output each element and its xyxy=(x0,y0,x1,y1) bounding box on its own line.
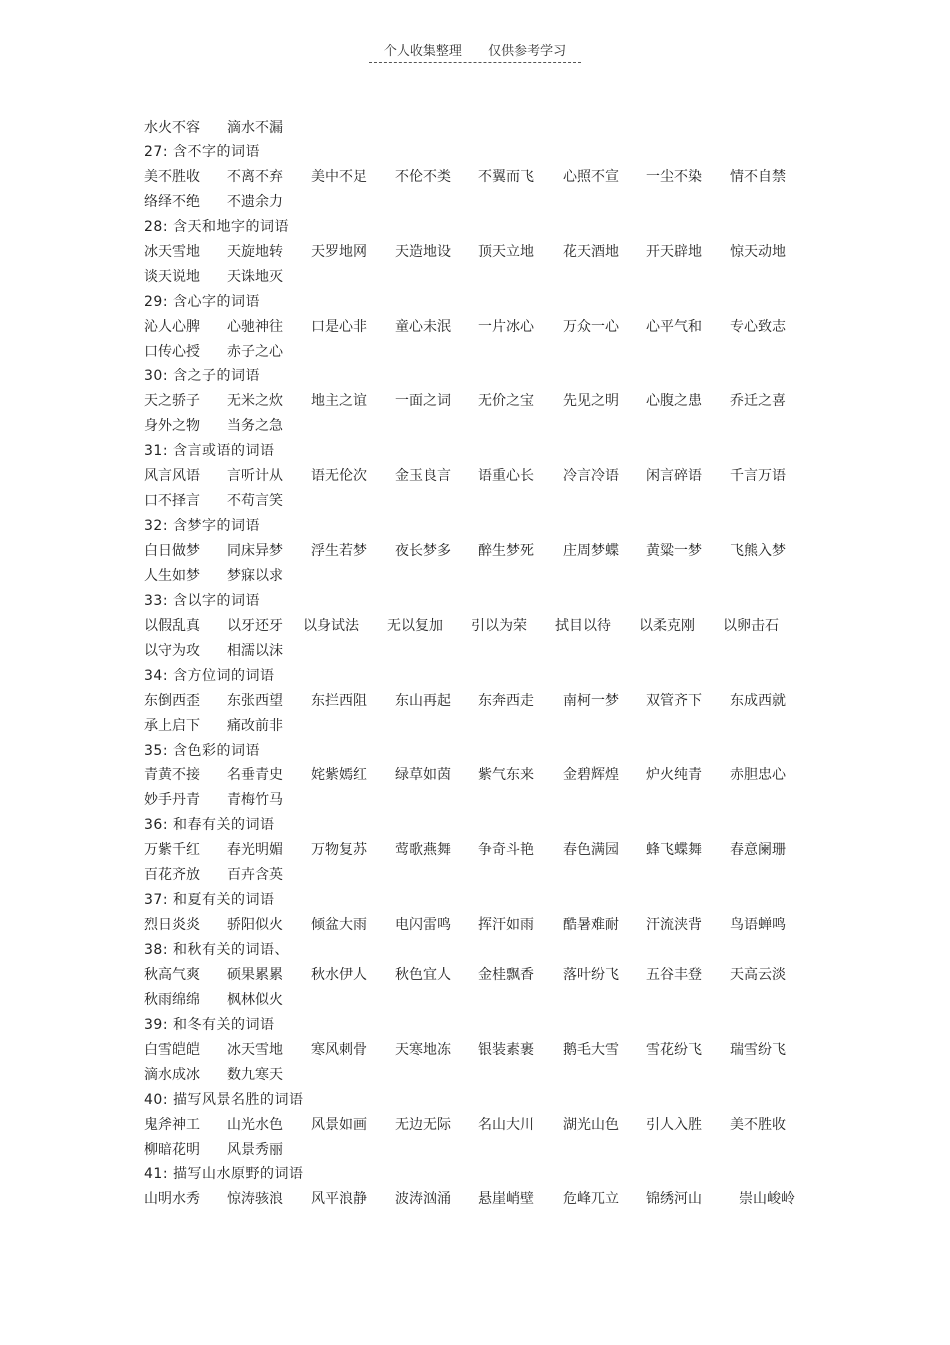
idiom-word: 蜂飞蝶舞 xyxy=(646,842,702,859)
idiom-word: 以守为攻 xyxy=(144,642,200,659)
idiom-word: 鹅毛大雪 xyxy=(563,1041,619,1058)
idiom-row xyxy=(144,240,844,265)
idiom-word: 身外之物 xyxy=(144,418,200,435)
idiom-word: 青梅竹马 xyxy=(227,792,283,809)
idiom-word: 承上启下 xyxy=(144,717,200,734)
idiom-word: 春意阑珊 xyxy=(730,842,786,859)
idiom-word: 沁人心脾 xyxy=(144,318,200,335)
idiom-word: 美不胜收 xyxy=(730,1116,786,1133)
idiom-word: 寒风刺骨 xyxy=(311,1041,367,1058)
idiom-row xyxy=(144,1187,844,1212)
idiom-word: 天高云淡 xyxy=(730,966,786,983)
idiom-word: 电闪雷鸣 xyxy=(395,917,451,934)
idiom-word: 语重心长 xyxy=(478,468,534,485)
idiom-word: 赤子之心 xyxy=(227,343,283,360)
idiom-word: 东拦西阻 xyxy=(311,692,367,709)
idiom-row xyxy=(144,689,844,714)
idiom-word: 秋水伊人 xyxy=(311,966,367,983)
idiom-word: 秋高气爽 xyxy=(144,966,200,983)
idiom-word: 冰天雪地 xyxy=(227,1041,283,1058)
idiom-word: 冰天雪地 xyxy=(144,243,200,260)
section-heading: 30: 含之子的词语 xyxy=(144,368,260,385)
idiom-word: 无以复加 xyxy=(387,617,443,634)
idiom-word: 倾盆大雨 xyxy=(311,917,367,934)
idiom-row xyxy=(144,963,844,988)
idiom-word: 湖光山色 xyxy=(563,1116,619,1133)
idiom-word: 绿草如茵 xyxy=(395,767,451,784)
idiom-row xyxy=(144,315,844,340)
idiom-row xyxy=(144,614,844,639)
idiom-word: 语无伦次 xyxy=(311,468,367,485)
idiom-word: 乔迁之喜 xyxy=(730,393,786,410)
page-header xyxy=(0,40,950,63)
idiom-word: 飞熊入梦 xyxy=(730,543,786,559)
idiom-word: 引以为荣 xyxy=(471,617,527,634)
section-heading: 36: 和春有关的词语 xyxy=(144,817,275,834)
idiom-word: 天罗地网 xyxy=(311,243,367,260)
idiom-word: 风言风语 xyxy=(144,468,200,485)
idiom-word: 无米之炊 xyxy=(227,393,283,410)
idiom-word: 无价之宝 xyxy=(478,393,534,410)
idiom-word: 酷暑难耐 xyxy=(563,917,619,934)
idiom-word: 同床异梦 xyxy=(227,543,283,559)
idiom-word: 千言万语 xyxy=(730,468,786,485)
idiom-word: 滴水成冰 xyxy=(144,1066,200,1083)
idiom-word: 梦寐以求 xyxy=(227,567,283,584)
idiom-row xyxy=(144,116,844,140)
idiom-word: 黄粱一梦 xyxy=(646,543,702,559)
idiom-word: 汗流浃背 xyxy=(646,917,702,934)
idiom-word: 以牙还牙 xyxy=(227,617,283,634)
idiom-word: 东奔西走 xyxy=(478,692,534,709)
idiom-word: 枫林似火 xyxy=(227,991,283,1008)
idiom-word: 拭目以待 xyxy=(555,617,611,634)
idiom-word: 秋色宜人 xyxy=(395,966,451,983)
idiom-word: 春色满园 xyxy=(563,842,619,859)
section-heading: 35: 含色彩的词语 xyxy=(144,742,260,759)
idiom-row xyxy=(144,489,844,514)
idiom-word: 庄周梦蝶 xyxy=(563,543,619,559)
idiom-word: 浮生若梦 xyxy=(311,543,367,559)
header-left-text: 个人收集整理 xyxy=(383,44,462,59)
idiom-word: 不苟言笑 xyxy=(227,493,283,510)
section-heading: 38: 和秋有关的词语、 xyxy=(144,942,289,958)
idiom-word: 心驰神往 xyxy=(227,318,283,335)
idiom-word: 双管齐下 xyxy=(646,692,702,709)
idiom-word: 风平浪静 xyxy=(311,1191,367,1208)
idiom-row xyxy=(144,165,844,190)
idiom-word: 以身试法 xyxy=(303,617,359,634)
idiom-word: 炉火纯青 xyxy=(646,767,702,784)
idiom-word: 名垂青史 xyxy=(227,767,283,784)
idiom-word: 引人入胜 xyxy=(646,1116,702,1133)
idiom-word: 硕果累累 xyxy=(227,966,283,983)
idiom-word: 天旋地转 xyxy=(227,243,283,260)
idiom-row xyxy=(144,265,844,290)
idiom-word: 姹紫嫣红 xyxy=(311,767,367,784)
idiom-word: 万众一心 xyxy=(563,318,619,335)
idiom-word: 悬崖峭壁 xyxy=(478,1191,534,1208)
section-heading: 33: 含以字的词语 xyxy=(144,592,260,609)
idiom-word: 先见之明 xyxy=(563,393,619,410)
section-heading: 31: 含言或语的词语 xyxy=(144,443,275,460)
idiom-row xyxy=(144,1063,844,1088)
section-heading: 28: 含天和地字的词语 xyxy=(144,218,289,235)
idiom-word: 山明水秀 xyxy=(144,1191,200,1208)
idiom-word: 闲言碎语 xyxy=(646,468,702,485)
idiom-word: 天造地设 xyxy=(395,243,451,260)
idiom-word: 水火不容 xyxy=(144,120,200,136)
idiom-word: 秋雨绵绵 xyxy=(144,991,200,1008)
idiom-word: 百花齐放 xyxy=(144,867,200,884)
header-right-text: 仅供参考学习 xyxy=(488,44,567,59)
idiom-word: 白日做梦 xyxy=(144,543,200,559)
idiom-row xyxy=(144,539,844,564)
idiom-word: 金桂飘香 xyxy=(478,966,534,983)
idiom-word: 谈天说地 xyxy=(144,268,200,285)
idiom-word: 天之骄子 xyxy=(144,393,200,410)
idiom-word: 天寒地冻 xyxy=(395,1041,451,1058)
section-heading: 27: 含不字的词语 xyxy=(144,144,260,160)
idiom-word: 妙手丹青 xyxy=(144,792,200,809)
idiom-word: 以柔克刚 xyxy=(639,617,695,634)
idiom-word: 心平气和 xyxy=(646,318,702,335)
idiom-word: 瑞雪纷飞 xyxy=(730,1041,786,1058)
idiom-word: 东成西就 xyxy=(730,692,786,709)
idiom-word: 一面之词 xyxy=(395,393,451,410)
idiom-word: 争奇斗艳 xyxy=(478,842,534,859)
section-heading: 32: 含梦字的词语 xyxy=(144,518,260,535)
idiom-row xyxy=(144,838,844,863)
idiom-word: 落叶纷飞 xyxy=(563,966,619,983)
section-heading: 41: 描写山水原野的词语 xyxy=(144,1166,304,1183)
idiom-word: 当务之急 xyxy=(227,418,283,435)
idiom-word: 不遗余力 xyxy=(227,193,283,210)
idiom-word: 数九寒天 xyxy=(227,1066,283,1083)
idiom-word: 一片冰心 xyxy=(478,318,534,335)
idiom-word: 金玉良言 xyxy=(395,468,451,485)
idiom-row xyxy=(144,1038,844,1063)
idiom-row xyxy=(144,714,844,739)
section-heading: 37: 和夏有关的词语 xyxy=(144,892,275,909)
idiom-word: 万紫千红 xyxy=(144,842,200,859)
idiom-row xyxy=(144,414,844,439)
idiom-word: 美不胜收 xyxy=(144,168,200,185)
idiom-word: 风景秀丽 xyxy=(227,1141,283,1158)
idiom-word: 东山再起 xyxy=(395,692,451,709)
idiom-word: 滴水不漏 xyxy=(227,120,283,136)
idiom-word: 青黄不接 xyxy=(144,767,200,784)
idiom-word: 心腹之患 xyxy=(646,393,702,410)
idiom-row xyxy=(144,340,844,365)
section-heading: 39: 和冬有关的词语 xyxy=(144,1016,275,1033)
idiom-word: 醉生梦死 xyxy=(478,543,534,559)
idiom-row xyxy=(144,788,844,813)
idiom-word: 金碧辉煌 xyxy=(563,767,619,784)
idiom-row xyxy=(144,863,844,888)
idiom-word: 赤胆忠心 xyxy=(730,767,786,784)
idiom-word: 东倒西歪 xyxy=(144,692,200,709)
idiom-word: 顶天立地 xyxy=(478,243,534,260)
idiom-word: 络绎不绝 xyxy=(144,193,200,210)
idiom-word: 名山大川 xyxy=(478,1116,534,1133)
idiom-word: 百卉含英 xyxy=(227,867,283,884)
idiom-row xyxy=(144,988,844,1013)
idiom-word: 冷言冷语 xyxy=(563,468,619,485)
idiom-word: 童心未泯 xyxy=(395,318,451,335)
idiom-word: 相濡以沫 xyxy=(227,642,283,659)
idiom-word: 情不自禁 xyxy=(730,168,786,185)
idiom-row xyxy=(144,763,844,788)
idiom-word: 不翼而飞 xyxy=(478,168,534,185)
idiom-word: 骄阳似火 xyxy=(227,917,283,934)
idiom-word: 危峰兀立 xyxy=(563,1191,619,1208)
idiom-row xyxy=(144,913,844,938)
idiom-word: 美中不足 xyxy=(311,168,367,185)
idiom-word: 不离不弃 xyxy=(227,168,283,185)
idiom-word: 心照不宣 xyxy=(563,168,619,185)
idiom-word: 一尘不染 xyxy=(646,168,702,185)
header-line xyxy=(369,40,581,63)
idiom-word: 东张西望 xyxy=(227,692,283,709)
idiom-word: 挥汗如雨 xyxy=(478,917,534,934)
idiom-word: 口传心授 xyxy=(144,343,200,360)
idiom-word: 鬼斧神工 xyxy=(144,1116,200,1133)
idiom-word: 万物复苏 xyxy=(311,842,367,859)
idiom-word: 崇山峻岭 xyxy=(739,1191,795,1208)
idiom-word: 锦绣河山 xyxy=(646,1191,702,1208)
idiom-row xyxy=(144,389,844,414)
idiom-word: 波涛汹涌 xyxy=(395,1191,451,1208)
idiom-row xyxy=(144,1138,844,1163)
idiom-word: 莺歌燕舞 xyxy=(395,842,451,859)
idiom-word: 山光水色 xyxy=(227,1116,283,1133)
idiom-word: 以卵击石 xyxy=(723,617,779,634)
idiom-word: 鸟语蝉鸣 xyxy=(730,917,786,934)
idiom-word: 口不择言 xyxy=(144,493,200,510)
idiom-word: 地主之谊 xyxy=(311,393,367,410)
idiom-word: 花天酒地 xyxy=(563,243,619,260)
idiom-row xyxy=(144,190,844,215)
idiom-word: 白雪皑皑 xyxy=(144,1041,200,1058)
idiom-word: 人生如梦 xyxy=(144,567,200,584)
idiom-word: 南柯一梦 xyxy=(563,692,619,709)
idiom-word: 言听计从 xyxy=(227,468,283,485)
idiom-word: 不伦不类 xyxy=(395,168,451,185)
section-heading: 29: 含心字的词语 xyxy=(144,293,260,310)
idiom-word: 痛改前非 xyxy=(227,717,283,734)
idiom-word: 天诛地灭 xyxy=(227,268,283,285)
idiom-word: 五谷丰登 xyxy=(646,966,702,983)
idiom-word: 柳暗花明 xyxy=(144,1141,200,1158)
idiom-row xyxy=(144,1113,844,1138)
idiom-word: 开天辟地 xyxy=(646,243,702,260)
section-heading: 40: 描写风景名胜的词语 xyxy=(144,1091,304,1108)
idiom-word: 紫气东来 xyxy=(478,767,534,784)
idiom-word: 雪花纷飞 xyxy=(646,1041,702,1058)
section-heading: 34: 含方位词的词语 xyxy=(144,667,275,684)
idiom-word: 惊涛骇浪 xyxy=(227,1191,283,1208)
idiom-word: 烈日炎炎 xyxy=(144,917,200,934)
idiom-row xyxy=(144,564,844,589)
idiom-list xyxy=(144,116,844,1212)
idiom-word: 春光明媚 xyxy=(227,842,283,859)
idiom-word: 夜长梦多 xyxy=(395,543,451,559)
idiom-word: 无边无际 xyxy=(395,1116,451,1133)
idiom-word: 口是心非 xyxy=(311,318,367,335)
idiom-row xyxy=(144,639,844,664)
idiom-row xyxy=(144,464,844,489)
idiom-word: 银装素裹 xyxy=(478,1041,534,1058)
idiom-word: 惊天动地 xyxy=(730,243,786,260)
idiom-word: 风景如画 xyxy=(311,1116,367,1133)
idiom-word: 以假乱真 xyxy=(144,617,200,634)
idiom-word: 专心致志 xyxy=(730,318,786,335)
